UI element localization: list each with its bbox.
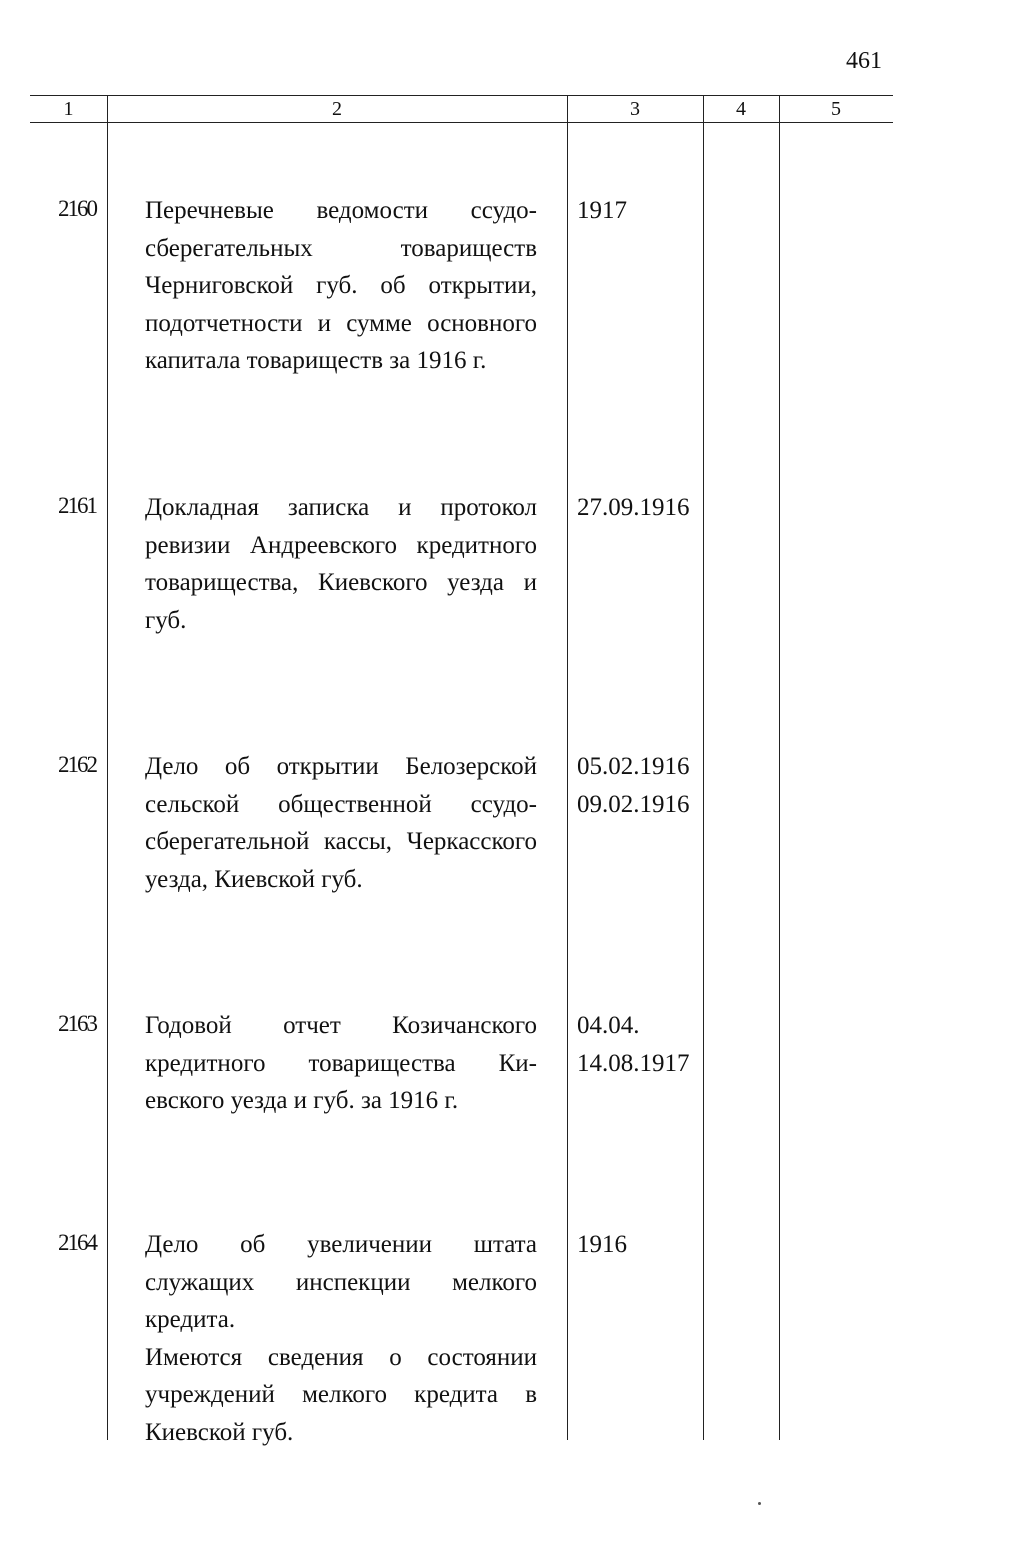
date-value: 27.09.1916	[577, 494, 690, 521]
item-dates	[577, 1011, 690, 1086]
description-line: служащих инспекции мелкого	[145, 1268, 537, 1296]
description-line: Черниговской губ. об открытии,	[145, 272, 537, 299]
description-line: ревизии Андреевского кредитного	[145, 531, 537, 559]
description-line: Перечневые ведомости ссудо-	[145, 197, 537, 224]
description-line: учреждений мелкого кредита в	[145, 1381, 537, 1408]
description-line: Дело об увеличении штата	[145, 1231, 537, 1258]
description-line: Имеются сведения о состоянии	[145, 1343, 537, 1371]
description-line: капитала товариществ за 1916 г.	[145, 347, 487, 374]
description-line: Дело об открытии Белозерской	[145, 753, 537, 780]
item-number: 2163	[58, 1011, 96, 1036]
column-divider	[779, 95, 780, 1440]
scan-speck	[758, 1502, 761, 1505]
item-dates	[577, 752, 690, 827]
table-header-rule	[30, 122, 893, 123]
column-header-3: 3	[630, 98, 640, 120]
item-number: 2164	[58, 1230, 96, 1255]
description-line: губ.	[145, 606, 187, 634]
column-header-5: 5	[831, 98, 841, 120]
item-description	[145, 493, 537, 643]
item-description	[145, 752, 537, 902]
page-number: 461	[846, 48, 882, 74]
column-divider	[107, 95, 108, 1440]
description-line: евского уезда и губ. за 1916 г.	[145, 1087, 459, 1114]
item-number: 2161	[58, 493, 96, 518]
item-number: 2162	[58, 752, 96, 777]
item-dates	[577, 493, 690, 531]
description-line: Киевской губ.	[145, 1418, 294, 1446]
item-dates	[577, 196, 627, 234]
description-line: Годовой отчет Козичанского	[145, 1012, 537, 1039]
table-top-rule	[30, 95, 893, 96]
description-line: уезда, Киевской губ.	[145, 865, 363, 893]
date-value: 05.02.1916	[577, 753, 690, 780]
date-value: 04.04.	[577, 1012, 640, 1039]
description-line: товарищества, Киевского уезда и	[145, 569, 537, 596]
date-value: 09.02.1916	[577, 790, 690, 818]
description-line: сельской общественной ссудо-	[145, 790, 537, 818]
date-value: 1917	[577, 197, 627, 224]
column-divider	[703, 95, 704, 1440]
item-description	[145, 1011, 537, 1124]
column-header-1: 1	[63, 98, 74, 120]
description-line: сберегательных товариществ	[145, 234, 537, 262]
column-header-4: 4	[736, 98, 746, 120]
item-description	[145, 1230, 537, 1455]
column-divider	[567, 95, 568, 1440]
date-value: 1916	[577, 1231, 627, 1258]
item-description	[145, 196, 537, 384]
description-line: сберегательной кассы, Черкасского	[145, 828, 537, 855]
description-line: кредитного товарищества Ки-	[145, 1049, 537, 1077]
description-line: подотчетности и сумме основного	[145, 309, 537, 337]
column-header-2: 2	[332, 98, 342, 120]
date-value: 14.08.1917	[577, 1049, 690, 1077]
description-line: Докладная записка и протокол	[145, 494, 537, 521]
item-dates	[577, 1230, 627, 1268]
item-number: 2160	[58, 196, 96, 221]
description-line: кредита.	[145, 1306, 236, 1333]
